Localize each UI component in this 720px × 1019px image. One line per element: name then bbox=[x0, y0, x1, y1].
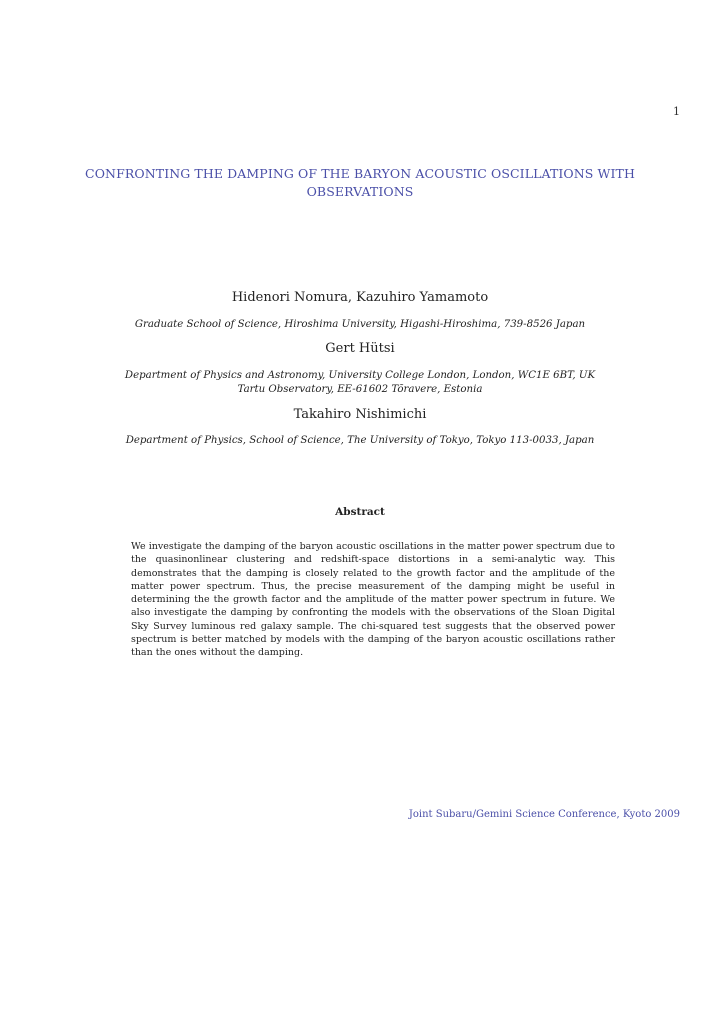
author-group-2: Gert Hütsi bbox=[325, 341, 395, 356]
page-number: 1 bbox=[673, 105, 680, 118]
affiliation-3-1: Department of Physics, School of Science, The University of Tokyo, Tokyo 113-0033, Japan bbox=[125, 435, 595, 446]
affiliation-2-2: Tartu Observatory, EE-61602 Tõravere, Estonia bbox=[237, 384, 483, 395]
conference-footer: Joint Subaru/Gemini Science Conference, Kyoto 2009 bbox=[408, 809, 680, 820]
paper-title: CONFRONTING THE DAMPING OF THE BARYON ACOUSTIC OSCILLATIONS WITH OBSERVATIONS bbox=[85, 166, 635, 199]
author-group-1: Hidenori Nomura, Kazuhiro Yamamoto bbox=[231, 290, 489, 305]
abstract-text: We investigate the damping of the baryon acoustic oscillations in the matter power spectrum due to the quasinonlinear clustering and redshift-space distortions in a semi-analytic way. This demonstrates that the damping is closely related to the growth factor and the amplitude of the matter power spectrum. Thus, the precise measurement of the damping might be useful in determining the the growth factor and the amplitude of the matter power spectrum in future. We also investigate the damping by confronting the models with the observations of the Sloan Digital Sky Survey luminous red galaxy sample. The chi-squared test suggests that the observed power spectrum is better matched by models with the damping of the baryon acoustic oscillations rather than the ones without the damping. bbox=[131, 541, 615, 659]
affiliation-1-1: Graduate School of Science, Hiroshima University, Higashi-Hiroshima, 739-8526 Japan bbox=[134, 319, 586, 330]
affiliation-2-1: Department of Physics and Astronomy, University College London, London, WC1E 6BT, UK bbox=[124, 370, 596, 381]
author-group-3: Takahiro Nishimichi bbox=[293, 407, 427, 422]
abstract-heading: Abstract bbox=[335, 506, 385, 518]
